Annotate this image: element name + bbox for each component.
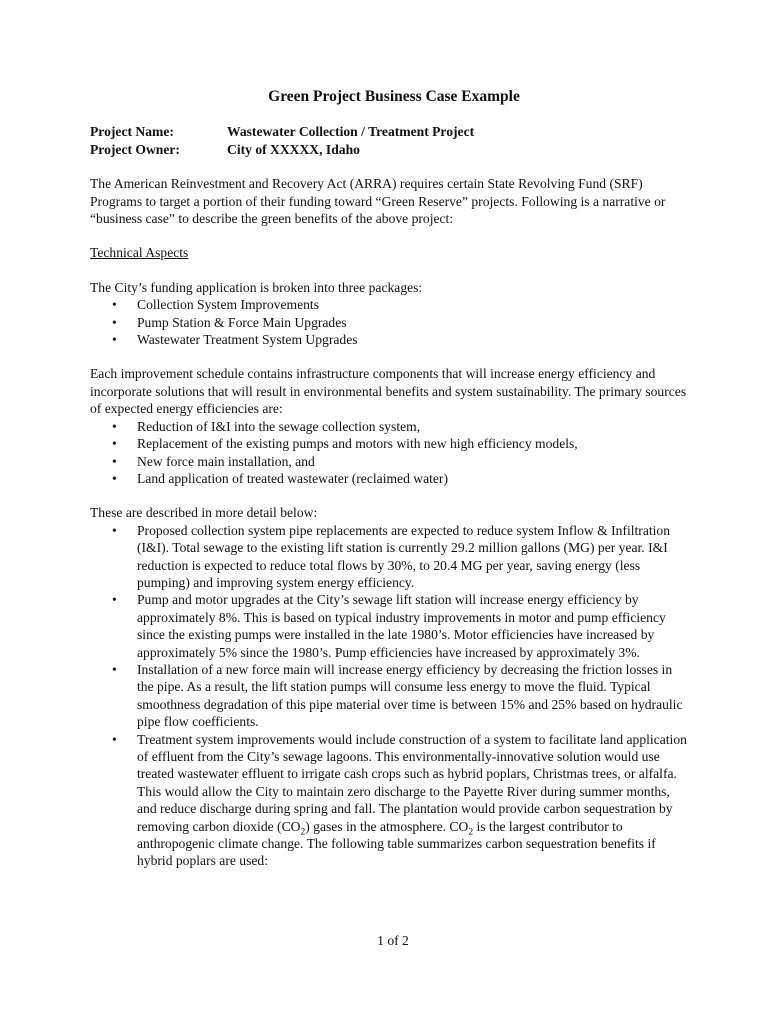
list-item: • New force main installation, and	[90, 453, 690, 470]
details-intro: These are described in more detail below:	[90, 505, 318, 521]
page-number: 1 of 2	[377, 933, 409, 948]
efficiency-intro: Each improvement schedule contains infrastructure components that will increase energy efficiency and incorporate solutions that will result in environmental benefits and system sustainability. The primary sources of expected energy efficiencies are:	[90, 366, 687, 417]
project-name-row	[90, 123, 690, 140]
document-title: Green Project Business Case Example	[268, 88, 520, 105]
efficiency-list	[90, 418, 690, 488]
list-item: • Reduction of I&I into the sewage collection system,	[90, 418, 690, 435]
list-item: • Proposed collection system pipe replacements are expected to reduce system Inflow & Infiltration (I&I). Total sewage to the existing lift station is currently 29.2 million gallons (MG) per year. I&I reduction is expected to reduce total flows by 30%, to 20.4 MG per year, saving energy (less pumping) and improving system energy efficiency.	[90, 522, 690, 592]
document-page	[90, 88, 690, 870]
packages-list	[90, 296, 690, 348]
list-item: • Pump Station & Force Main Upgrades	[90, 314, 690, 331]
project-owner-value: City of XXXXX, Idaho	[227, 141, 360, 157]
treatment-text-a: Treatment system improvements would include construction of a system to facilitate land application of effluent from the City’s sewage lagoons. This environmentally-innovative solution would use treated wastewater effluent to irrigate cash crops such as hybrid poplars, Christmas trees, or alfalfa. This would allow the City to maintain zero discharge to the Payette River during summer months, and reduce discharge during spring and fall. The plantation would provide carbon sequestration by removing carbon dioxide (CO	[137, 731, 687, 834]
list-item: • Replacement of the existing pumps and motors with new high efficiency models,	[90, 435, 690, 452]
list-item-treatment	[90, 731, 690, 870]
section-heading: Technical Aspects	[90, 245, 189, 261]
co2-subscript: 2	[300, 827, 306, 838]
intro-paragraph: The American Reinvestment and Recovery Act (ARRA) requires certain State Revolving Fund (SRF) Programs to target a portion of their funding toward “Green Reserve” projects. Following is a narrative or “business case” to describe the green benefits of the above project:	[90, 176, 666, 227]
details-list	[90, 522, 690, 870]
co2-subscript: 2	[468, 827, 474, 838]
treatment-text-b: ) gases in the atmosphere. CO	[305, 818, 469, 834]
project-name-label: Project Name:	[90, 124, 174, 140]
project-name-value: Wastewater Collection / Treatment Project	[227, 124, 475, 140]
list-item: • Installation of a new force main will increase energy efficiency by decreasing the friction losses in the pipe. As a result, the lift station pumps will consume less energy to move the fluid. Typical smoothness degradation of this pipe material over time is between 15% and 25% based on hydraulic pipe flow coefficients.	[90, 661, 690, 731]
packages-intro: The City’s funding application is broken into three packages:	[90, 279, 423, 295]
list-item: • Land application of treated wastewater (reclaimed water)	[90, 470, 690, 487]
project-owner-row	[90, 141, 690, 158]
project-owner-label: Project Owner:	[90, 141, 180, 157]
list-item: • Collection System Improvements	[90, 296, 690, 313]
list-item: • Wastewater Treatment System Upgrades	[90, 331, 690, 348]
list-item: • Pump and motor upgrades at the City’s sewage lift station will increase energy efficiency by approximately 8%. This is based on typical industry improvements in motor and pump efficiency since the existing pumps were installed in the late 1980’s. Motor efficiencies have increased by approximately 5% since the 1980’s. Pump efficiencies have increased by approximately 3%.	[90, 591, 690, 661]
treatment-text-c: is the largest contributor to anthropogenic climate change. The following table summarizes carbon sequestration benefits if hybrid poplars are used:	[137, 818, 656, 869]
